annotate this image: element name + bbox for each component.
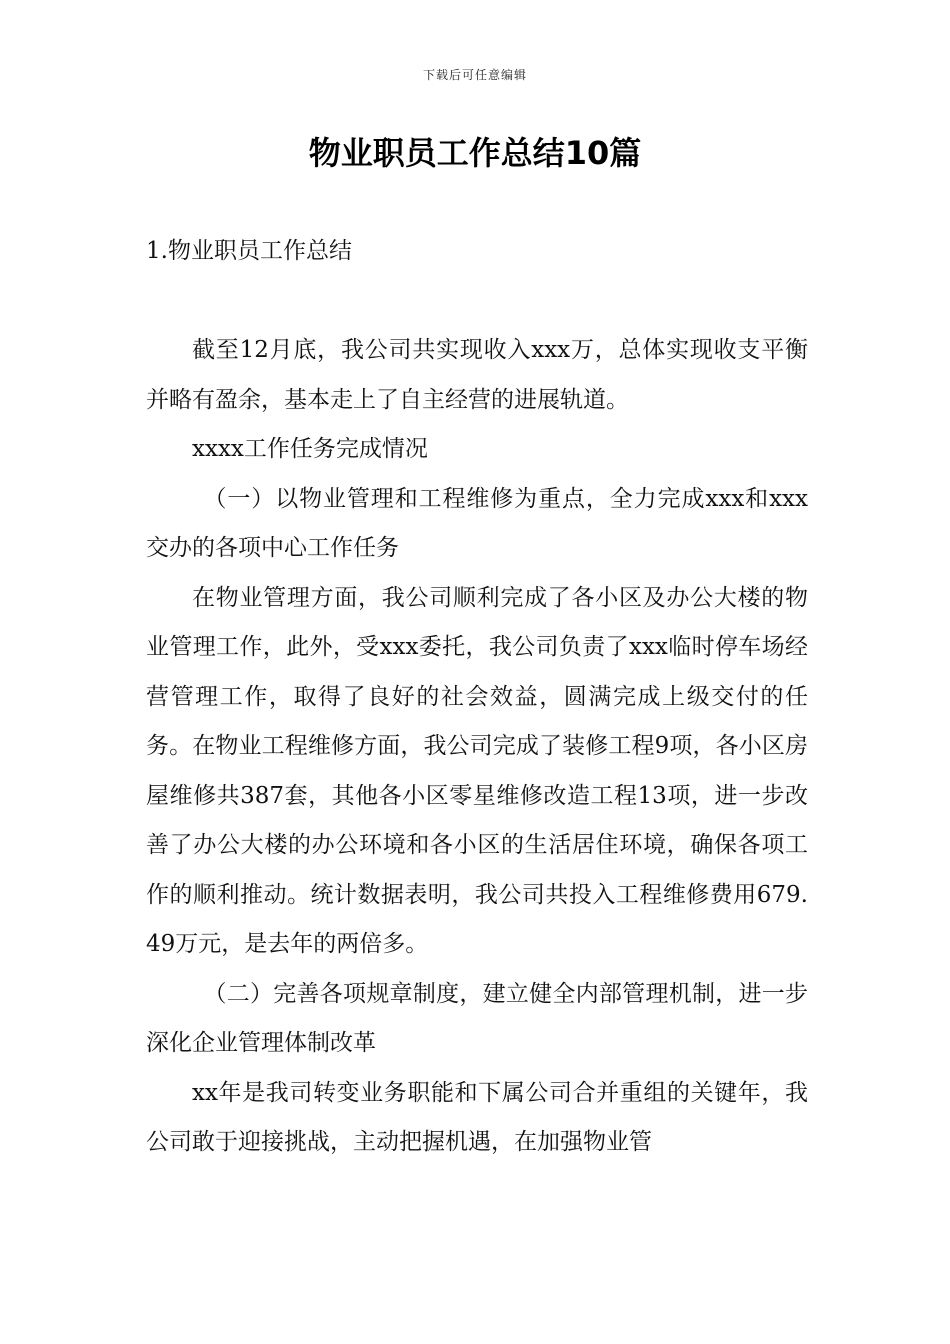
paragraph-revenue: 截至12月底，我公司共实现收入xxx万，总体实现收支平衡并略有盈余，基本走上了自主经营的进展轨道。 [146, 337, 808, 413]
paragraph-restructuring: xx年是我司转变业务职能和下属公司合并重组的关键年，我公司敢于迎接挑战，主动把握机遇，在加强物业管 [146, 1079, 808, 1155]
paragraph-subheading-2: （二）完善各项规章制度，建立健全内部管理机制，进一步深化企业管理体制改革 [146, 980, 808, 1056]
paragraph-task-status: xxxx工作任务完成情况 [192, 436, 428, 462]
header-note: 下载后可任意编辑 [422, 68, 527, 82]
section-heading: 1.物业职员工作总结 [146, 238, 352, 264]
document-title: 物业职员工作总结10篇 [308, 134, 642, 172]
document-body [146, 326, 808, 1168]
paragraph-property-management: 在物业管理方面，我公司顺利完成了各小区及办公大楼的物业管理工作，此外，受xxx委托，我公司负责了xxx临时停车场经营管理工作，取得了良好的社会效益，圆满完成上级交付的任务。在物业工程维修方面，我公司完成了装修工程9项，各小区房屋维修共387套，其他各小区零星维修改造工程13项，进一步改善了办公大楼的办公环境和各小区的生活居住环境，确保各项工作的顺利推动。统计数据表明，我公司共投入工程维修费用679.49万元，是去年的两倍多。 [146, 584, 808, 957]
paragraph-subheading-1: （一）以物业管理和工程维修为重点，全力完成xxx和xxx交办的各项中心工作任务 [146, 485, 808, 561]
